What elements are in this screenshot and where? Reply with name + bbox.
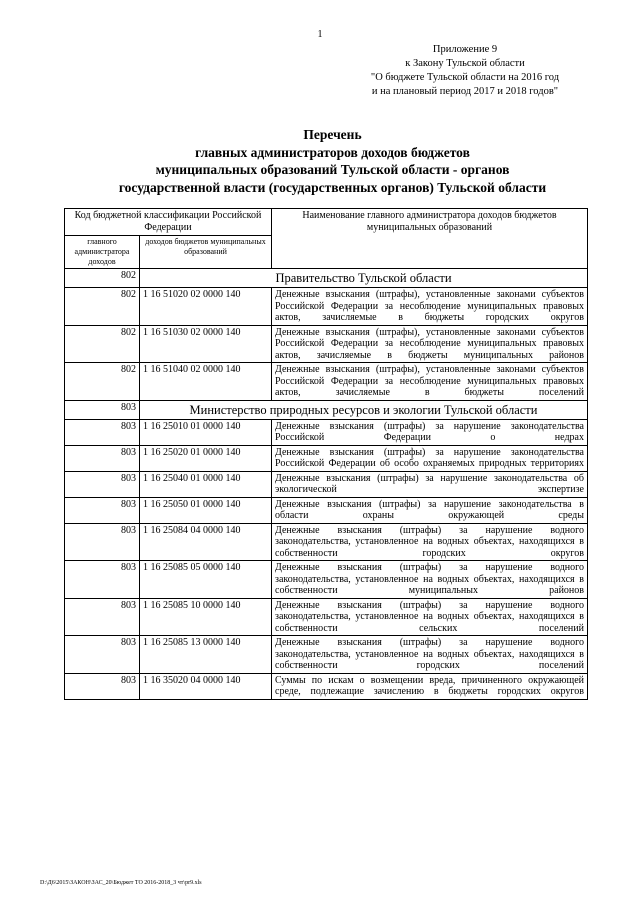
- organization-name-cell: Министерство природных ресурсов и экологии Тульской области: [140, 400, 588, 419]
- income-name-cell: Суммы по искам о возмещении вреда, причиненного окружающей среде, подлежащие зачислению в бюджеты городских округов: [272, 673, 588, 699]
- table-row: [65, 598, 588, 636]
- income-code-cell: 1 16 51030 02 0000 140: [140, 325, 272, 363]
- title-line: государственной власти (государственных органов) Тульской области: [118, 179, 547, 195]
- title-line: главных администраторов доходов бюджетов: [195, 144, 470, 160]
- table-row: [65, 561, 588, 599]
- appendix-block: [340, 43, 590, 99]
- income-name-cell: Денежные взыскания (штрафы) за нарушение водного законодательства, установленное на водных объектах, находящихся в собственности сельских поселений: [272, 598, 588, 636]
- admin-code-cell: 803: [65, 636, 140, 674]
- income-name-cell: Денежные взыскания (штрафы) за нарушение законодательства об экологической экспертизе: [272, 471, 588, 497]
- header-income-code: доходов бюджетов муниципальных образований: [140, 236, 272, 269]
- income-code-cell: 1 16 25040 01 0000 140: [140, 471, 272, 497]
- income-code-cell: 1 16 35020 04 0000 140: [140, 673, 272, 699]
- income-name-cell: Денежные взыскания (штрафы) за нарушение водного законодательства, установленное на водных объектах, находящихся в собственности городских поселений: [272, 636, 588, 674]
- income-code-cell: 1 16 25010 01 0000 140: [140, 419, 272, 445]
- income-name-cell: Денежные взыскания (штрафы), установленные законами субъектов Российской Федерации за несоблюдение муниципальных правовых актов, зачисляемые в бюджеты городских округов: [272, 288, 588, 326]
- admin-code-cell: 802: [65, 363, 140, 401]
- income-code-cell: 1 16 25020 01 0000 140: [140, 445, 272, 471]
- table-row: [65, 288, 588, 326]
- file-path-footer: D:\Д6\2015\ЗАКОН\ЗАС_20\Бюджет ТО 2016-2018_3 чт\pr9.xls: [40, 880, 202, 886]
- income-name-cell: Денежные взыскания (штрафы) за нарушение законодательства Российской Федерации об особо охраняемых природных территориях: [272, 445, 588, 471]
- income-code-cell: 1 16 25050 01 0000 140: [140, 497, 272, 523]
- title-line: Перечень: [303, 127, 362, 142]
- income-code-cell: 1 16 25084 04 0000 140: [140, 523, 272, 561]
- title-line: муниципальных образований Тульской области - органов: [155, 162, 510, 177]
- appendix-line: Приложение 9: [432, 44, 498, 55]
- admin-code-cell: 803: [65, 471, 140, 497]
- admin-code-cell: 803: [65, 523, 140, 561]
- page-number: 1: [317, 29, 323, 40]
- income-name-cell: Денежные взыскания (штрафы) за нарушение законодательства в области охраны окружающей среды: [272, 497, 588, 523]
- table-row: [65, 445, 588, 471]
- table-row: [65, 471, 588, 497]
- table-row: [65, 363, 588, 401]
- table-row: [65, 497, 588, 523]
- income-code-cell: 1 16 25085 13 0000 140: [140, 636, 272, 674]
- admin-code-cell: 803: [65, 419, 140, 445]
- appendix-line: к Закону Тульской области: [405, 58, 525, 69]
- admin-code-cell: 803: [65, 673, 140, 699]
- admin-code-cell: 803: [65, 400, 140, 419]
- admin-code-cell: 803: [65, 598, 140, 636]
- table-row: [65, 325, 588, 363]
- header-kbk: Код бюджетной классификации Российской Федерации: [65, 209, 272, 236]
- header-name: Наименование главного администратора доходов бюджетов муниципальных образований: [272, 209, 588, 269]
- organization-row: [65, 269, 588, 288]
- income-name-cell: Денежные взыскания (штрафы), установленные законами субъектов Российской Федерации за несоблюдение муниципальных правовых актов, зачисляемые в бюджеты поселений: [272, 363, 588, 401]
- table-row: [65, 673, 588, 699]
- table-row: [65, 419, 588, 445]
- document-title: [60, 126, 605, 196]
- organization-row: [65, 400, 588, 419]
- appendix-line: и на плановый период 2017 и 2018 годов": [371, 86, 559, 97]
- appendix-line: "О бюджете Тульской области на 2016 год: [370, 72, 560, 83]
- admin-code-cell: 803: [65, 497, 140, 523]
- admin-code-cell: 802: [65, 269, 140, 288]
- table-row: [65, 523, 588, 561]
- table-body: [65, 269, 588, 700]
- admin-code-cell: 803: [65, 445, 140, 471]
- income-code-cell: 1 16 51040 02 0000 140: [140, 363, 272, 401]
- header-admin-code: главного администратора доходов: [65, 236, 140, 269]
- organization-name-cell: Правительство Тульской области: [140, 269, 588, 288]
- income-code-cell: 1 16 51020 02 0000 140: [140, 288, 272, 326]
- table-row: [65, 636, 588, 674]
- income-name-cell: Денежные взыскания (штрафы), установленные законами субъектов Российской Федерации за несоблюдение муниципальных правовых актов, зачисляемые в бюджеты муниципальных районов: [272, 325, 588, 363]
- administrators-table: [64, 208, 588, 700]
- income-code-cell: 1 16 25085 05 0000 140: [140, 561, 272, 599]
- income-name-cell: Денежные взыскания (штрафы) за нарушение водного законодательства, установленное на водных объектах, находящихся в собственности муниципальных районов: [272, 561, 588, 599]
- income-name-cell: Денежные взыскания (штрафы) за нарушение водного законодательства, установленное на водных объектах, находящихся в собственности городских округов: [272, 523, 588, 561]
- income-name-cell: Денежные взыскания (штрафы) за нарушение законодательства Российской Федерации о недрах: [272, 419, 588, 445]
- income-code-cell: 1 16 25085 10 0000 140: [140, 598, 272, 636]
- admin-code-cell: 802: [65, 325, 140, 363]
- admin-code-cell: 802: [65, 288, 140, 326]
- admin-code-cell: 803: [65, 561, 140, 599]
